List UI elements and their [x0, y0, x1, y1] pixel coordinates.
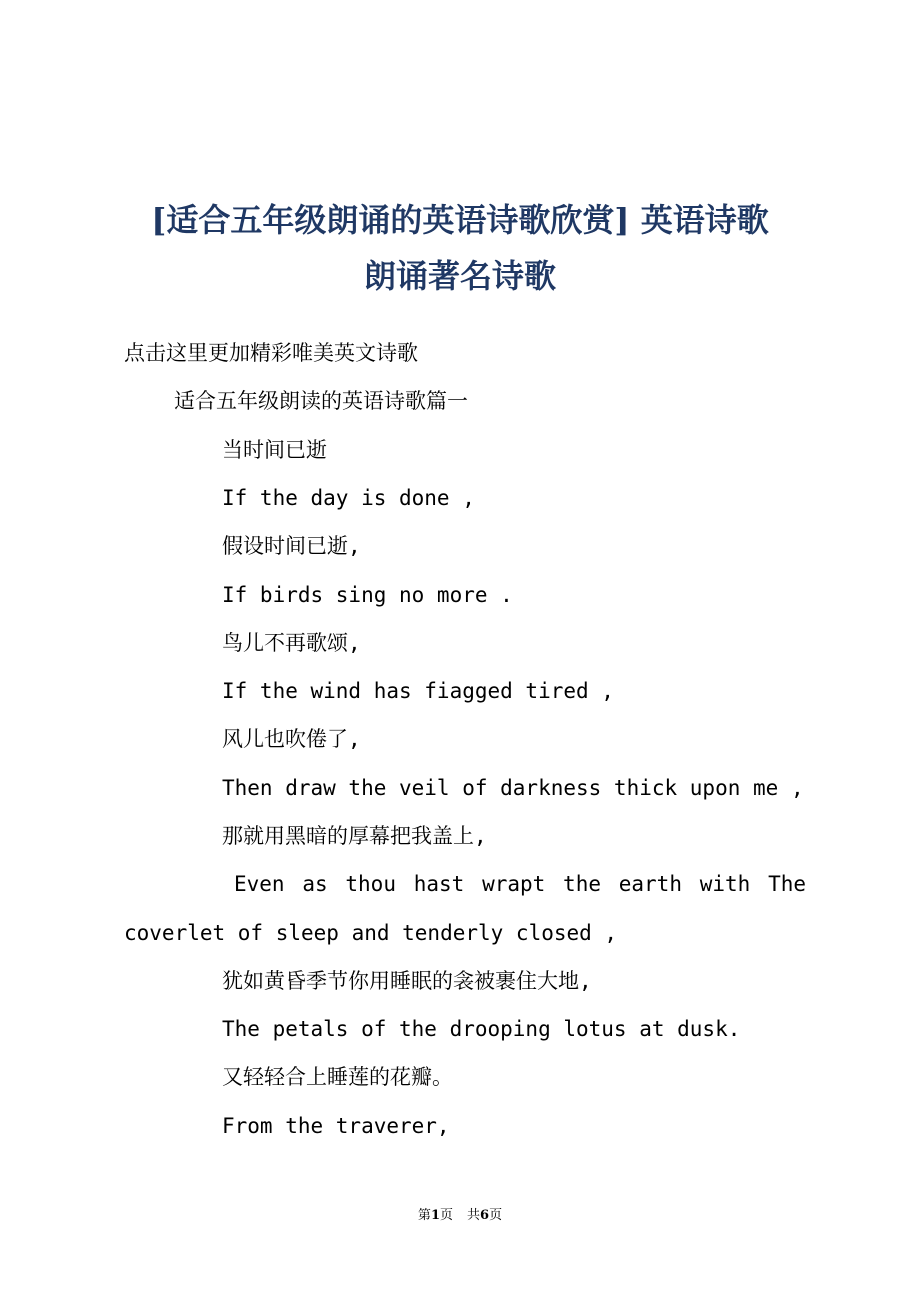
poem-line: From the traverer,	[222, 1114, 450, 1138]
footer-total-suffix: 页	[489, 1208, 503, 1223]
poem-line: If the day is done ,	[222, 486, 475, 510]
page-title-line-2: 朗诵著名诗歌	[363, 257, 556, 295]
footer-total-pages: 6	[480, 1208, 490, 1223]
page-title	[60, 192, 860, 304]
footer-total-prefix: 共	[467, 1208, 481, 1223]
poem-line: Then draw the veil of darkness thick upon me ,	[222, 776, 804, 800]
poem-line: 假设时间已逝,	[222, 534, 361, 558]
poem-line: 风儿也吹倦了,	[222, 727, 361, 751]
poem-line: 鸟儿不再歌颂,	[222, 631, 361, 655]
poem-line: If birds sing no more .	[222, 583, 513, 607]
footer-page-prefix: 第	[417, 1208, 431, 1223]
section-heading: 适合五年级朗读的英语诗歌篇一	[174, 389, 468, 413]
poem-line: If the wind has fiagged tired ,	[222, 679, 614, 703]
footer-page-suffix: 页	[439, 1208, 453, 1223]
poem-line: The petals of the drooping lotus at dusk.	[222, 1017, 741, 1041]
poem-line: 那就用黑暗的厚幕把我盖上,	[222, 824, 487, 848]
footer-page-number: 1	[430, 1208, 440, 1223]
poem-title: 当时间已逝	[222, 438, 327, 462]
poem-line-wrapped-first: Even as thou hast wrapt the earth with The	[234, 872, 806, 896]
page-title-line-1: [适合五年级朗诵的英语诗歌欣赏] 英语诗歌	[151, 201, 769, 239]
page-footer	[0, 1207, 920, 1225]
poem-line-wrapped-second: coverlet of sleep and tenderly closed ,	[124, 921, 618, 945]
poem-line: 犹如黄昏季节你用睡眠的衾被裹住大地,	[222, 969, 592, 993]
poetry-link[interactable]: 点击这里更加精彩唯美英文诗歌	[124, 341, 418, 365]
poem-line: 又轻轻合上睡莲的花瓣。	[222, 1065, 453, 1089]
